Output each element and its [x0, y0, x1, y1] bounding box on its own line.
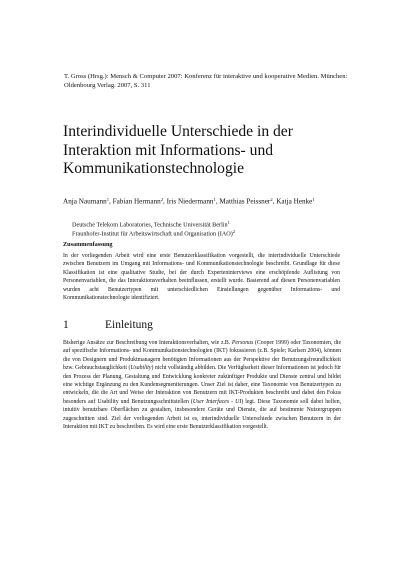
author-affil-mark: 1	[312, 197, 315, 202]
author-affil-mark: 1	[106, 197, 110, 202]
abstract-text: In der vorliegenden Arbeit wird eine erste Benutzerklassifikation vorgestellt, die interindividuelle Unterschiede zwischen Benutzern im Umgang mit Informations- und Kommunikationstechnologie beschreibt. Grundlage für diese Klassifikation ist eine qualitative Studie, bei der durch Experteninterviews eine erschöpfende Auflistung von Personenvariablen, die das Interaktionsverhalten beeinflussen, erstellt wurde. Basierend auf diesen Personenvariablen wurden acht Benutzertypen mit unterschiedlichen Einstellungen gegenüber Informations- und Kommunikationstechnologie identifiziert.	[63, 253, 340, 302]
affiliation-mark: 2	[232, 229, 236, 234]
body-text	[63, 339, 341, 431]
author-affil-mark: 2	[270, 197, 273, 202]
section-heading	[63, 318, 263, 332]
abstract-heading: Zusammenfassung	[63, 241, 113, 248]
affiliation-text: Deutsche Telekom Laboratories, Technische Universität Berlin	[72, 221, 228, 229]
body-span: (Cooper 1999) oder Taxonomien, die auf spezifische Informations- und Kommunikationstechnologien (IKT) fokussieren (z.B. Spiele; Karlsen 2004), können die von Designern und Produktmanagern benötigten Informationen aus der Perspektive der Benutzungsfreundlichkeit bzw. Gebrauchstauglichkeit (	[63, 340, 342, 372]
author-name: Iris Niedermann	[166, 197, 214, 206]
body-span: ) legt. Diese Taxonomie soll dabei helfen, intuitiv benutzbare Oberflächen zu gestalten, insbesondere Geräte und Dienste, die auf bestimmte Nutzergruppen zugeschnitten sind. Ziel der vorliegenden Arbeit ist es, interindividuelle Unterschiede zwischen Benutzern in der Interaktion mit IKT zu beschreiben. Es wird eine erste Benutzerklassifikation vorgestellt.	[63, 398, 342, 431]
affiliation-mark: 1	[227, 220, 230, 225]
paper-title: Interindividuelle Unterschiede in der Interaktion mit Informations- und Kommunikationstechnologie	[63, 123, 293, 177]
affiliation-text: Fraunhofer-Institut für Arbeitswirtschaft und Organisation (IAO)	[72, 230, 233, 238]
section-title: Einleitung	[105, 319, 153, 331]
author-name: Matthias Peissner	[219, 197, 271, 206]
emphasis-term: Usability	[130, 365, 152, 372]
body-span: Bisherige Ansätze zur Beschreibung von Interaktionsverhalten, wie z.B.	[63, 340, 231, 346]
author-affil-mark: 2	[160, 197, 164, 202]
body-paragraph	[63, 339, 341, 431]
author-name: Fabian Hermann	[112, 197, 161, 206]
citation-header: T. Gross (Hrsg.): Mensch & Computer 2007: Konferenz für interaktive und kooperative Medien. München: Oldenbourg Verlag. 2007, S. 311	[64, 73, 348, 89]
emphasis-term: Personas	[231, 340, 254, 346]
author-list: Anja Naumann$^1$, Fabian Hermann$^2$, Iris Niedermann$^1$, Matthias Peissner$^2$, Katja Henke$^1$	[63, 197, 315, 206]
author-name: Anja Naumann	[63, 197, 107, 206]
affiliation	[72, 227, 352, 239]
emphasis-term: User Interfaces - UI	[192, 398, 242, 405]
section-number: 1	[63, 319, 69, 331]
author-affil-mark: 1	[213, 197, 216, 202]
author-name: Katja Henke	[276, 197, 313, 206]
body-span: ) nicht vollständig abbilden. Die Verfügbarkeit dieser Informationen ist jedoch für den Prozess der Planung, Gestaltung und Entwicklung konkreter zukünftiger Produkte und Dienste zentral und bildet eine wichtige Ergänzung zu den Kundensegmentierungen. Unser Ziel ist daher, eine Taxonomie von Benutzertypen zu entwickeln, die die Art und Weise der Interaktion von Benutzern mit IKT-Produkten beschreibt und dabei den Fokus besonders auf Usability und Benutzungsschnittstellen (	[63, 365, 341, 405]
